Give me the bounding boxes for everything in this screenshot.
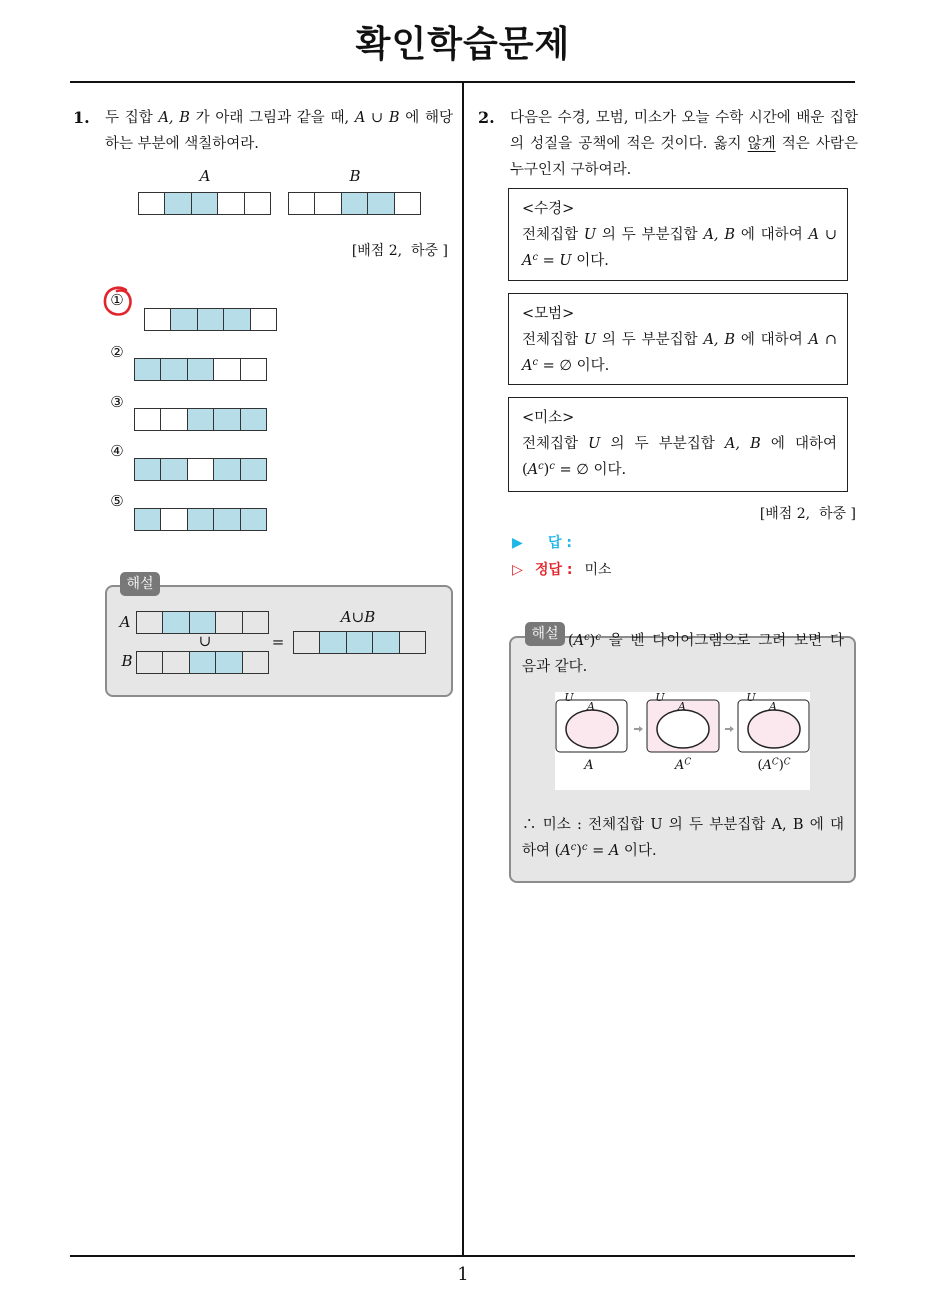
statement-name: <모범> <box>522 306 575 322</box>
superscript: c <box>538 461 544 473</box>
text-run: 가 아래 그림과 같을 때, <box>189 110 355 126</box>
superscript: c <box>595 632 601 644</box>
math-text: A <box>584 758 594 773</box>
option-2-strip[interactable] <box>134 358 267 381</box>
superscript: c <box>584 632 590 644</box>
math-text: A <box>522 253 533 269</box>
text-run: 이다. <box>619 843 657 859</box>
option-5-strip[interactable] <box>134 508 267 531</box>
text-line <box>510 157 858 183</box>
text-run: ) <box>589 633 596 649</box>
text-run: 에 대하여 <box>760 436 838 452</box>
play-icon: ▶ <box>512 535 523 551</box>
superscript: C <box>783 757 791 768</box>
shaded-cell <box>190 651 216 674</box>
empty-cell <box>245 192 271 215</box>
universe-label: U <box>746 691 756 704</box>
shaded-cell <box>342 192 368 215</box>
shaded-cell <box>188 508 214 531</box>
text-run: ∪ <box>351 608 365 626</box>
empty-cell <box>214 358 240 381</box>
empty-cell <box>161 408 187 431</box>
answer-prompt-label: 답 : <box>548 535 572 551</box>
correct-answer <box>512 559 612 581</box>
statement-text <box>522 327 837 379</box>
venn-caption <box>653 758 713 774</box>
math-text: A <box>354 110 366 126</box>
shaded-cell <box>214 458 240 481</box>
text-run: ∪ <box>819 227 837 243</box>
math-text: A, B <box>703 227 736 243</box>
text-run: 을 벤 다이어그램으로 그려 보면 다 <box>600 633 844 649</box>
empty-cell <box>243 611 269 634</box>
text-line <box>522 248 837 274</box>
text-run: ∴ 미소 : 전체집합 U 의 두 부분집합 A, B 에 대 <box>522 817 844 833</box>
text-run: ) <box>778 758 784 773</box>
math-text: A, B <box>724 436 761 452</box>
statement-box-miso <box>508 397 848 492</box>
arrow-icon <box>634 726 643 732</box>
venn-diagram-figure <box>555 692 810 790</box>
score-note: [배점 2, 하중 ] <box>351 243 448 259</box>
superscript: c <box>581 842 588 854</box>
text-run: 두 집합 <box>105 110 159 126</box>
page-number: 1 <box>457 1264 469 1285</box>
statement-text <box>522 431 837 483</box>
shaded-cell <box>241 408 267 431</box>
text-run: ( <box>757 758 763 773</box>
empty-cell <box>243 651 269 674</box>
text-run: 하여 ( <box>522 843 561 859</box>
text-run: 전체집합 <box>522 436 589 452</box>
superscript: c <box>549 461 555 473</box>
empty-cell <box>241 358 267 381</box>
shaded-cell <box>134 458 161 481</box>
question-text <box>105 105 453 157</box>
correct-answer-label: 정답 : <box>535 562 573 578</box>
solution-set-b-strip <box>136 651 269 674</box>
text-run: 다음은 수경, 모범, 미소가 오늘 수학 시간에 배운 집합 <box>510 110 858 126</box>
text-run: 전체집합 <box>522 332 584 348</box>
shaded-cell <box>165 192 191 215</box>
empty-cell <box>136 651 163 674</box>
text-run: 누구인지 구하여라. <box>510 162 632 178</box>
result-label <box>328 607 388 627</box>
set-a-strip <box>138 192 271 215</box>
text-run: ∩ <box>819 332 837 348</box>
option-3-label[interactable]: ③ <box>110 393 124 411</box>
answer-prompt <box>512 532 572 554</box>
shaded-cell <box>224 308 250 331</box>
question-text <box>510 105 858 183</box>
set-b-label: B <box>349 167 361 185</box>
text-run: 음과 같다. <box>522 659 588 675</box>
correct-answer-value: 미소 <box>584 562 612 578</box>
empty-cell <box>251 308 277 331</box>
solution-badge: 해설 <box>525 622 565 646</box>
empty-cell <box>163 651 189 674</box>
universe-label: U <box>564 691 574 704</box>
shaded-cell <box>241 458 267 481</box>
empty-cell <box>161 508 187 531</box>
footer-rule <box>70 1255 855 1257</box>
text-run: 이다. <box>571 253 609 269</box>
set-a-label: A <box>199 167 211 185</box>
empty-cell <box>188 458 214 481</box>
venn-caption <box>744 758 804 774</box>
empty-cell <box>395 192 421 215</box>
text-line <box>510 131 858 157</box>
shaded-cell <box>373 631 399 654</box>
text-run: = ∅ 이다. <box>554 462 627 478</box>
question-number: 1. <box>73 108 90 127</box>
math-text: U <box>583 332 597 348</box>
math-text: U <box>588 436 601 452</box>
superscript: C <box>684 757 692 768</box>
empty-cell <box>136 611 163 634</box>
venn-caption <box>559 758 619 774</box>
empty-cell <box>288 192 315 215</box>
text-run: ∪ <box>365 110 389 126</box>
text-run: 적은 사람은 <box>775 136 858 152</box>
math-text: A <box>808 227 820 243</box>
shaded-cell <box>161 458 187 481</box>
text-run: ( <box>568 633 574 649</box>
statement-name: <수경> <box>522 201 575 217</box>
column-divider <box>462 82 464 1255</box>
math-text: A <box>674 758 685 773</box>
statement-box-mobeom <box>508 293 848 385</box>
shaded-cell <box>171 308 197 331</box>
shaded-cell <box>368 192 394 215</box>
solution-badge: 해설 <box>120 572 160 596</box>
math-text: A <box>340 608 352 626</box>
union-symbol: ∪ <box>198 632 212 650</box>
text-run: 에 대하여 <box>735 227 809 243</box>
superscript: c <box>532 357 538 369</box>
math-text: A, B <box>158 110 190 126</box>
text-line <box>105 105 453 131</box>
option-1-strip[interactable] <box>144 308 277 331</box>
option-2-label[interactable]: ② <box>110 343 124 361</box>
math-text: A, B <box>703 332 736 348</box>
text-run: = <box>587 843 609 859</box>
text-line <box>522 812 844 838</box>
empty-cell <box>134 408 161 431</box>
equals-symbol: = <box>271 633 285 651</box>
solution-intro <box>522 628 844 680</box>
text-run: ) <box>543 462 550 478</box>
set-label: A <box>769 700 777 713</box>
universe-label: U <box>655 691 665 704</box>
empty-cell <box>144 308 171 331</box>
underlined-text: 않게 <box>747 136 776 152</box>
shaded-cell <box>163 611 189 634</box>
text-line <box>522 838 844 864</box>
option-5-label[interactable]: ⑤ <box>110 492 124 510</box>
math-text: A <box>560 843 571 859</box>
text-run: = ∅ 이다. <box>538 358 610 374</box>
text-run: 에 대하여 <box>735 332 809 348</box>
outline-play-icon: ▷ <box>512 562 523 578</box>
option-3-strip[interactable] <box>134 408 267 431</box>
option-1-label[interactable]: ① <box>110 291 124 309</box>
result-strip <box>293 631 426 654</box>
shaded-cell <box>134 508 161 531</box>
solution-conclusion <box>522 812 844 864</box>
math-text: B <box>364 608 376 626</box>
text-line <box>522 353 837 379</box>
text-run: 전체집합 <box>522 227 584 243</box>
math-text: A <box>808 332 820 348</box>
empty-cell <box>400 631 426 654</box>
empty-cell <box>138 192 165 215</box>
math-text: A <box>762 758 772 773</box>
set-label: A <box>678 700 686 713</box>
score-note: [배점 2, 하중 ] <box>759 506 856 522</box>
empty-cell <box>293 631 320 654</box>
text-line <box>522 222 837 248</box>
text-run: = <box>538 253 560 269</box>
statement-box-sugyeong <box>508 188 848 281</box>
statement-text <box>522 222 837 274</box>
text-line <box>522 654 844 680</box>
solution-set-b-label: B <box>121 652 133 670</box>
page-title: 확인학습문제 <box>355 24 571 65</box>
math-text: B <box>388 110 400 126</box>
math-text: A <box>608 843 620 859</box>
math-text: A <box>522 358 533 374</box>
text-run: 에 해당 <box>399 110 454 126</box>
math-text: A <box>573 633 585 649</box>
superscript: C <box>771 757 779 768</box>
option-4-label[interactable]: ④ <box>110 442 124 460</box>
superscript: c <box>532 252 538 264</box>
text-run: ( <box>522 462 528 478</box>
question-number: 2. <box>478 108 495 127</box>
text-line <box>510 105 858 131</box>
text-line <box>522 457 837 483</box>
text-line <box>522 628 844 654</box>
text-run: 하는 부분에 색칠하여라. <box>105 136 259 152</box>
math-text: U <box>559 253 572 269</box>
arrow-icon <box>725 726 734 732</box>
text-run: 의 두 부분집합 <box>600 436 725 452</box>
shaded-cell <box>198 308 224 331</box>
solution-set-a-label: A <box>119 613 131 631</box>
shaded-cell <box>134 358 161 381</box>
shaded-cell <box>320 631 346 654</box>
empty-cell <box>218 192 244 215</box>
shaded-cell <box>188 358 214 381</box>
option-4-strip[interactable] <box>134 458 267 481</box>
math-text: U <box>583 227 597 243</box>
text-line <box>105 131 453 157</box>
statement-name: <미소> <box>522 410 575 426</box>
math-text: A <box>527 462 539 478</box>
set-b-strip <box>288 192 421 215</box>
empty-cell <box>315 192 341 215</box>
superscript: c <box>570 842 577 854</box>
empty-cell <box>216 611 242 634</box>
shaded-cell <box>192 192 218 215</box>
text-run: ) <box>576 843 582 859</box>
text-line <box>522 431 837 457</box>
shaded-cell <box>347 631 373 654</box>
shaded-cell <box>214 508 240 531</box>
text-line <box>522 327 837 353</box>
shaded-cell <box>188 408 214 431</box>
text-run: 의 성질을 공책에 적은 것이다. 옳지 <box>510 136 748 152</box>
shaded-cell <box>214 408 240 431</box>
shaded-cell <box>241 508 267 531</box>
shaded-cell <box>216 651 242 674</box>
text-run: 의 두 부분집합 <box>596 227 704 243</box>
text-run: 의 두 부분집합 <box>596 332 704 348</box>
shaded-cell <box>161 358 187 381</box>
set-label: A <box>587 700 595 713</box>
